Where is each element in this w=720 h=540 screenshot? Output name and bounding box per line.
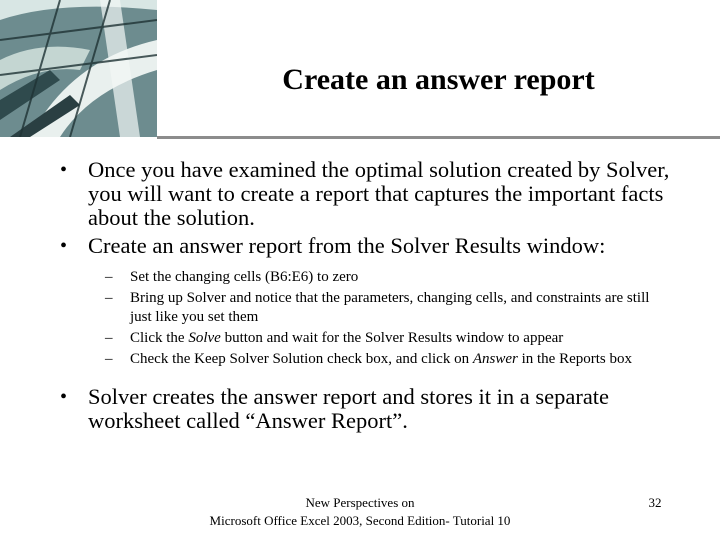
answer-emphasis: Answer <box>472 351 518 367</box>
bullet-item <box>60 385 680 433</box>
header-photo <box>0 0 157 137</box>
architecture-image <box>0 0 157 137</box>
bullet-text: Once you have examined the optimal solution created by Solver, you will want to create a report that captures the important facts about the solution. <box>88 157 670 230</box>
bullet-text: Create an answer report from the Solver Results window: <box>88 233 606 258</box>
sub-bullet-item <box>98 350 658 369</box>
footer-line-2: Microsoft Office Excel 2003, Second Edition- Tutorial 10 <box>209 513 511 528</box>
sub-bullet-item <box>98 268 658 287</box>
bullet-list <box>60 158 680 433</box>
sub-bullet-item <box>98 289 658 327</box>
sub-bullet-text-start: Check the Keep Solver Solution check box, and click on <box>130 351 473 367</box>
sub-bullet-text-end: in the Reports box <box>517 351 632 367</box>
sub-bullet-text-start: Click the <box>130 330 189 346</box>
bullet-text: Solver creates the answer report and stores it in a separate worksheet called “Answer Report”. <box>88 384 610 433</box>
slide-title: Create an answer report <box>282 63 595 96</box>
sub-bullet-list <box>98 268 658 369</box>
header-divider <box>157 136 720 139</box>
sub-bullet-text: Set the changing cells (B6:E6) to zero <box>130 269 359 285</box>
sub-bullet-item <box>98 329 658 348</box>
bullet-item <box>60 158 680 230</box>
bullet-item <box>60 234 680 369</box>
solve-emphasis: Solve <box>188 330 221 346</box>
page-number: 32 <box>648 495 662 510</box>
sub-bullet-text: Bring up Solver and notice that the parameters, changing cells, and constraints are still just like you set them <box>130 290 650 325</box>
footer-text <box>190 494 530 530</box>
footer-line-1: New Perspectives on <box>305 495 415 510</box>
sub-bullet-text-end: button and wait for the Solver Results window to appear <box>220 330 564 346</box>
